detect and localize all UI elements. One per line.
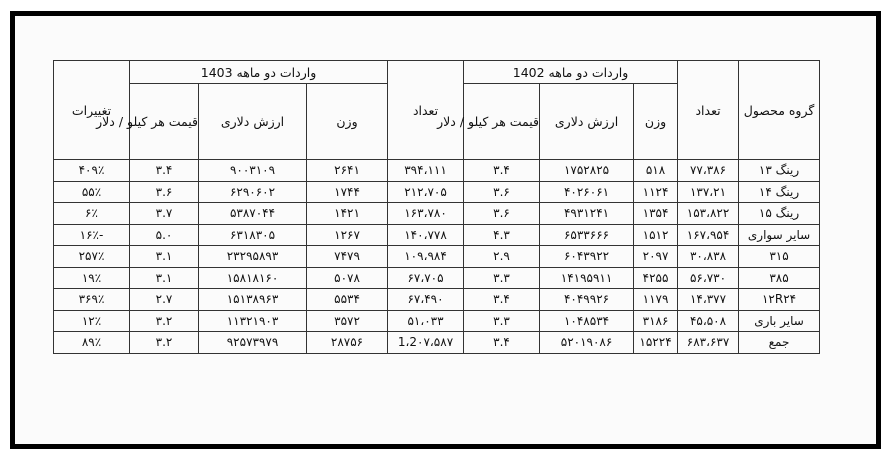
cell-weight-1403: ۵۵۳۴ — [307, 289, 388, 311]
cell-price-1403: ۳.۲ — [130, 310, 199, 332]
cell-count-1403: ۶۷،۴۹۰ — [388, 289, 464, 311]
cell-group: ۳۸۵ — [739, 267, 820, 289]
header-value-1402: ارزش دلاری — [540, 84, 634, 160]
cell-group: رینگ ۱۳ — [739, 160, 820, 182]
cell-count-1402: ۱۵۳،۸۲۲ — [678, 203, 739, 225]
cell-price-1403: ۳.۱ — [130, 267, 199, 289]
table-row — [54, 224, 820, 246]
cell-weight-1402: ۵۱۸ — [634, 160, 678, 182]
cell-value-1402: ۶۰۴۳۹۲۲ — [540, 246, 634, 268]
cell-price-1402: ۳.۶ — [464, 203, 540, 225]
cell-price-1403: ۳.۷ — [130, 203, 199, 225]
cell-group: رینگ ۱۵ — [739, 203, 820, 225]
cell-weight-1402: ۱۵۲۲۴ — [634, 332, 678, 354]
cell-change: ۶٪ — [54, 203, 130, 225]
cell-change: ۵۵٪ — [54, 181, 130, 203]
cell-weight-1403: ۱۴۲۱ — [307, 203, 388, 225]
cell-price-1403: ۳.۲ — [130, 332, 199, 354]
cell-count-1403: 1،2۰۷،۵۸۷ — [388, 332, 464, 354]
cell-count-1403: ۶۷،۷۰۵ — [388, 267, 464, 289]
cell-weight-1402: ۱۱۲۴ — [634, 181, 678, 203]
cell-weight-1403: ۱۷۴۴ — [307, 181, 388, 203]
cell-price-1403: ۳.۴ — [130, 160, 199, 182]
table-row — [54, 246, 820, 268]
header-changes: تغییرات — [54, 61, 130, 160]
header-weight-1403: وزن — [307, 84, 388, 160]
cell-price-1403: ۳.۶ — [130, 181, 199, 203]
cell-price-1402: ۳.۴ — [464, 332, 540, 354]
cell-weight-1402: ۴۲۵۵ — [634, 267, 678, 289]
cell-count-1403: ۱۶۳،۷۸۰ — [388, 203, 464, 225]
cell-value-1402: ۵۲۰۱۹۰۸۶ — [540, 332, 634, 354]
cell-count-1403: ۵۱،۰۳۳ — [388, 310, 464, 332]
cell-value-1403: ۱۵۱۳۸۹۶۳ — [199, 289, 307, 311]
header-value-1403: ارزش دلاری — [199, 84, 307, 160]
cell-count-1402: ۴۵،۵۰۸ — [678, 310, 739, 332]
header-weight-1402: وزن — [634, 84, 678, 160]
cell-count-1402: ۱۳۷،۲۱ — [678, 181, 739, 203]
table-row — [54, 310, 820, 332]
cell-price-1402: ۳.۶ — [464, 181, 540, 203]
header-count-1403: تعداد — [388, 61, 464, 160]
cell-change: ۳۶۹٪ — [54, 289, 130, 311]
header-price-1402: قیمت هر کیلو / دلار — [464, 84, 540, 160]
cell-change: ۲۵۷٪ — [54, 246, 130, 268]
cell-group: جمع — [739, 332, 820, 354]
cell-count-1402: ۳۰،۸۳۸ — [678, 246, 739, 268]
cell-value-1403: ۶۳۱۸۳۰۵ — [199, 224, 307, 246]
cell-group: سایر سواری — [739, 224, 820, 246]
cell-change: -۱۶٪ — [54, 224, 130, 246]
cell-price-1403: ۲.۷ — [130, 289, 199, 311]
cell-count-1403: ۱۰۹،۹۸۴ — [388, 246, 464, 268]
cell-count-1402: ۵۶،۷۳۰ — [678, 267, 739, 289]
cell-value-1403: ۹۲۵۷۳۹۷۹ — [199, 332, 307, 354]
cell-value-1402: ۶۵۳۳۶۶۶ — [540, 224, 634, 246]
cell-change: ۱۲٪ — [54, 310, 130, 332]
cell-value-1402: ۱۴۱۹۵۹۱۱ — [540, 267, 634, 289]
cell-weight-1403: ۷۴۷۹ — [307, 246, 388, 268]
cell-count-1402: ۱۴،۳۷۷ — [678, 289, 739, 311]
cell-price-1402: ۳.۴ — [464, 289, 540, 311]
cell-weight-1403: ۲۶۴۱ — [307, 160, 388, 182]
cell-count-1402: ۶۸۳،۶۳۷ — [678, 332, 739, 354]
cell-value-1402: ۴۹۳۱۲۴۱ — [540, 203, 634, 225]
cell-price-1402: ۳.۳ — [464, 267, 540, 289]
cell-count-1402: ۷۷،۳۸۶ — [678, 160, 739, 182]
header-imports-1402: واردات دو ماهه 1402 — [464, 61, 678, 84]
header-group: گروه محصول — [739, 61, 820, 160]
cell-weight-1403: ۲۸۷۵۶ — [307, 332, 388, 354]
cell-weight-1402: ۲۰۹۷ — [634, 246, 678, 268]
header-count-1402: تعداد — [678, 61, 739, 160]
cell-weight-1402: ۱۱۷۹ — [634, 289, 678, 311]
cell-value-1403: ۶۲۹۰۶۰۲ — [199, 181, 307, 203]
cell-value-1403: ۱۱۳۲۱۹۰۳ — [199, 310, 307, 332]
cell-price-1403: ۵.۰ — [130, 224, 199, 246]
cell-value-1403: ۱۵۸۱۸۱۶۰ — [199, 267, 307, 289]
cell-weight-1403: ۵۰۷۸ — [307, 267, 388, 289]
table-row — [54, 267, 820, 289]
cell-weight-1402: ۱۵۱۲ — [634, 224, 678, 246]
table-row — [54, 160, 820, 182]
cell-value-1402: ۴۰۴۹۹۲۶ — [540, 289, 634, 311]
cell-group: رینگ ۱۴ — [739, 181, 820, 203]
cell-value-1402: ۴۰۲۶۰۶۱ — [540, 181, 634, 203]
table-row — [54, 203, 820, 225]
table-row — [54, 332, 820, 354]
cell-price-1402: ۳.۳ — [464, 310, 540, 332]
table-row — [54, 181, 820, 203]
table-row — [54, 289, 820, 311]
cell-value-1402: ۱۰۴۸۵۳۴ — [540, 310, 634, 332]
cell-weight-1402: ۳۱۸۶ — [634, 310, 678, 332]
header-price-1403: قیمت هر کیلو / دلار — [130, 84, 199, 160]
cell-count-1402: ۱۶۷،۹۵۴ — [678, 224, 739, 246]
cell-value-1403: ۹۰۰۳۱۰۹ — [199, 160, 307, 182]
cell-value-1402: ۱۷۵۲۸۲۵ — [540, 160, 634, 182]
cell-price-1402: ۳.۴ — [464, 160, 540, 182]
imports-comparison-table — [53, 60, 820, 354]
cell-weight-1402: ۱۳۵۴ — [634, 203, 678, 225]
header-row-years — [54, 61, 820, 84]
cell-weight-1403: ۱۲۶۷ — [307, 224, 388, 246]
cell-change: ۸۹٪ — [54, 332, 130, 354]
cell-count-1403: ۱۴۰،۷۷۸ — [388, 224, 464, 246]
cell-group: سایر باری — [739, 310, 820, 332]
cell-count-1403: ۲۱۲،۷۰۵ — [388, 181, 464, 203]
cell-value-1403: ۲۳۲۹۵۸۹۳ — [199, 246, 307, 268]
cell-price-1403: ۳.۱ — [130, 246, 199, 268]
cell-price-1402: ۲.۹ — [464, 246, 540, 268]
cell-group: ۳۱۵ — [739, 246, 820, 268]
cell-change: ۴۰۹٪ — [54, 160, 130, 182]
cell-value-1403: ۵۳۸۷۰۴۴ — [199, 203, 307, 225]
cell-group: ۱۲R۲۴ — [739, 289, 820, 311]
cell-weight-1403: ۳۵۷۲ — [307, 310, 388, 332]
cell-count-1403: ۳۹۴،۱۱۱ — [388, 160, 464, 182]
header-imports-1403: واردات دو ماهه 1403 — [130, 61, 388, 84]
cell-price-1402: ۴.۳ — [464, 224, 540, 246]
cell-change: ۱۹٪ — [54, 267, 130, 289]
